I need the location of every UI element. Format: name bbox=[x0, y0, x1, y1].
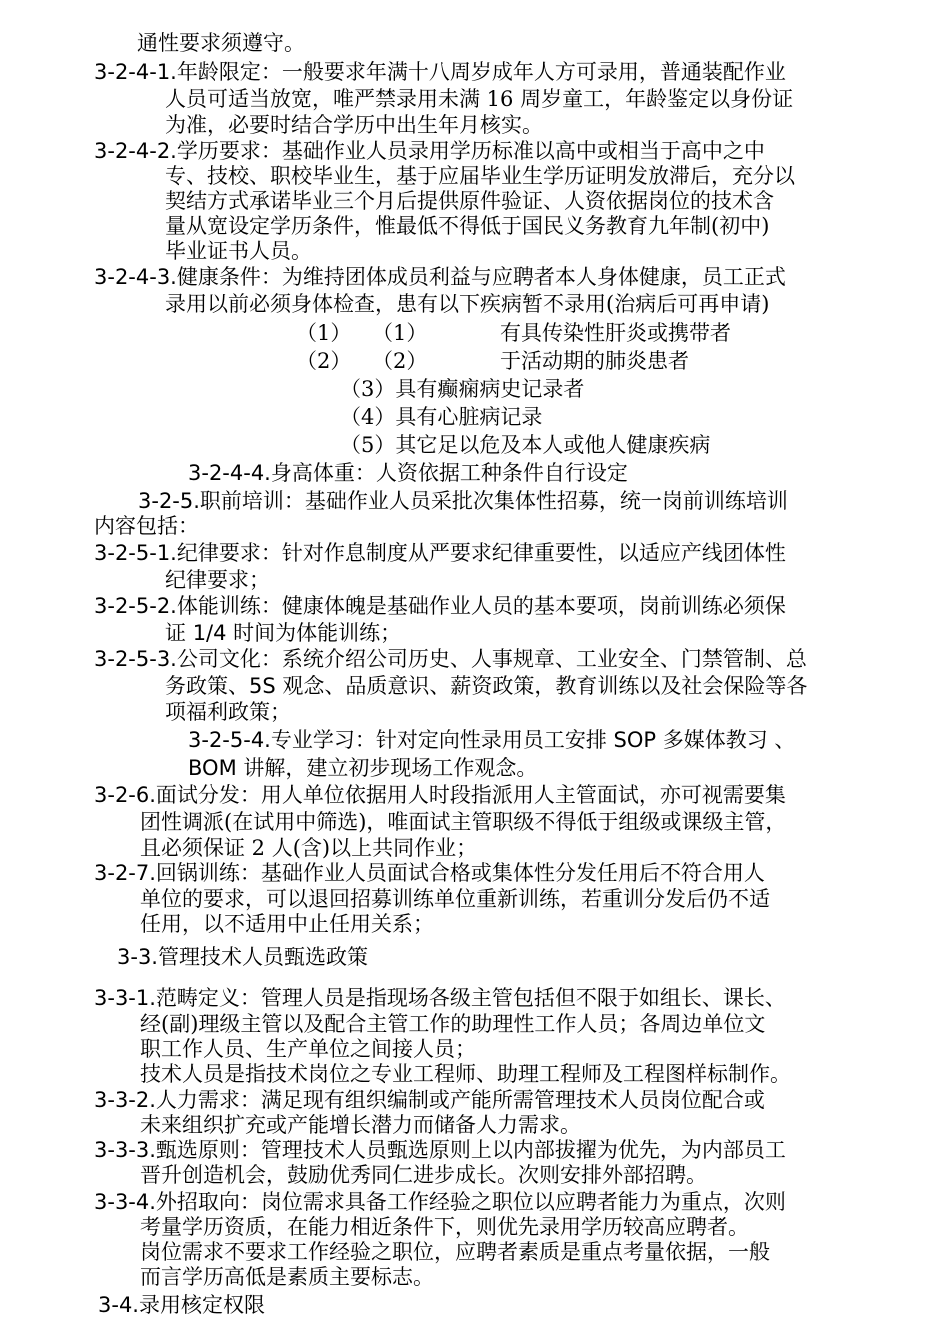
clause-text: 团性调派(在试用中筛选)，唯面试主管职级不得低于组级或课级主管， bbox=[140, 810, 787, 834]
clause-text: 范畴定义：管理人员是指现场各级主管包括但不限于如组长、课长、 bbox=[155, 986, 786, 1010]
clause-text: 录用以前必须身体检查，患有以下疾病暂不录用(治病后可再申请) bbox=[165, 292, 770, 316]
clause-text: 经(副)理级主管以及配合主管工作的助理性工作人员；各周边单位文 bbox=[140, 1012, 766, 1036]
clause-line bbox=[140, 1162, 707, 1189]
section-title: 管理技术人员甄选政策 bbox=[157, 945, 368, 969]
clause-text: 契结方式承诺毕业三个月后提供原件验证、人资依据岗位的技术含 bbox=[165, 189, 774, 213]
clause-number: 3-2-4-1. bbox=[94, 60, 177, 84]
clause-number: 3-2-6. bbox=[94, 783, 156, 807]
clause-text: 项福利政策； bbox=[165, 700, 291, 724]
list-item-text bbox=[500, 320, 731, 347]
paragraph-text: 通性要求须遵守。 bbox=[137, 31, 305, 55]
clause-number: 3-3-1. bbox=[94, 986, 156, 1010]
clause-text: 技术人员是指技术岗位之专业工程师、助理工程师及工程图样标制作。 bbox=[140, 1062, 791, 1086]
clause-text: 健康条件：为维持团体成员利益与应聘者本人身体健康，员工正式 bbox=[176, 265, 786, 289]
clause-scope bbox=[94, 985, 786, 1012]
clause-number: 3-2-5-3. bbox=[94, 647, 177, 671]
clause-line bbox=[140, 1112, 581, 1139]
clause-number: 3-2-5-1. bbox=[94, 541, 177, 565]
clause-line bbox=[188, 755, 537, 782]
clause-text: 甄选原则：管理技术人员甄选原则上以内部拔擢为优先，为内部员工 bbox=[155, 1138, 786, 1162]
list-text: 于活动期的肺炎患者 bbox=[500, 349, 689, 373]
paragraph-line bbox=[137, 30, 305, 57]
clause-text: 职前培训：基础作业人员采批次集体性招募，统一岗前训练培训 bbox=[199, 489, 788, 513]
clause-line bbox=[140, 835, 477, 862]
list-text: （3）具有癫痫病史记录者 bbox=[340, 377, 585, 401]
list-text: （5）其它足以危及本人或他人健康疾病 bbox=[340, 433, 711, 457]
list-item bbox=[340, 376, 584, 403]
clause-line bbox=[165, 238, 312, 265]
clause-retrain bbox=[94, 860, 765, 887]
clause-line bbox=[140, 886, 770, 913]
clause-number: 3-3-3. bbox=[94, 1138, 156, 1162]
clause-text: SOP bbox=[613, 728, 657, 752]
clause-line bbox=[165, 291, 769, 318]
clause-number: 3-2-7. bbox=[94, 861, 156, 885]
list-text: （4）具有心脏病记录 bbox=[340, 405, 543, 429]
clause-interview bbox=[94, 782, 786, 809]
list-item bbox=[340, 404, 542, 431]
clause-text: 为准，必要时结合学历中出生年月核实。 bbox=[165, 113, 543, 137]
clause-text: 任用，以不适用中止任用关系； bbox=[140, 912, 434, 936]
clause-text: 学历要求：基础作业人员录用学历标准以高中或相当于高中之中 bbox=[176, 139, 765, 163]
clause-number: 3-2-5. bbox=[138, 489, 200, 513]
clause-line bbox=[165, 112, 543, 139]
clause-health bbox=[94, 264, 786, 291]
clause-number: 3-2-5-4. bbox=[188, 728, 271, 752]
clause-line bbox=[165, 620, 401, 647]
clause-text: 体能训练：健康体魄是基础作业人员的基本要项，岗前训练必须保 bbox=[176, 594, 786, 618]
list-item bbox=[372, 348, 427, 375]
list-marker: （1） bbox=[296, 321, 352, 345]
clause-text: 晋升创造机会，鼓励优秀同仁进步成长。次则安排外部招聘。 bbox=[140, 1163, 707, 1187]
clause-text: 职工作人员、生产单位之间接人员； bbox=[140, 1037, 476, 1061]
clause-text: 时间为体能训练； bbox=[226, 621, 402, 645]
clause-line bbox=[140, 1239, 770, 1266]
clause-number: 3-2-5-2. bbox=[94, 594, 177, 618]
clause-age bbox=[94, 59, 786, 86]
clause-manpower bbox=[94, 1087, 765, 1114]
clause-line bbox=[140, 1036, 476, 1063]
clause-text: 内容包括： bbox=[94, 514, 199, 538]
clause-text: 外招取向：岗位需求具备工作经验之职位以应聘者能力为重点，次则 bbox=[155, 1190, 786, 1214]
clause-text: 单位的要求，可以退回招募训练单位重新训练，若重训分发后仍不适 bbox=[140, 887, 770, 911]
clause-text: 回锅训练：基础作业人员面试合格或集体性分发任用后不符合用人 bbox=[155, 861, 765, 885]
clause-text: 人员可适当放宽，唯严禁录用未满 16 周岁童工，年龄鉴定以身份证 bbox=[165, 87, 794, 111]
clause-principle bbox=[94, 1137, 786, 1164]
clause-line bbox=[165, 567, 270, 594]
clause-line bbox=[140, 1011, 765, 1038]
clause-text: 纪律要求：针对作息制度从严要求纪律重要性，以适应产线团体性 bbox=[176, 541, 786, 565]
clause-culture bbox=[94, 646, 807, 673]
clause-text: 考量学历资质，在能力相近条件下，则优先录用学历较高应聘者。 bbox=[140, 1215, 749, 1239]
list-item-text bbox=[500, 348, 689, 375]
list-marker: （1） bbox=[372, 321, 428, 345]
clause-text: 面试分发：用人单位依据用人时段指派用人主管面试，亦可视需要集 bbox=[155, 783, 786, 807]
clause-text: 观念、品质意识、薪资政策，教育训练以及社会保险等各 bbox=[275, 674, 808, 698]
section-heading bbox=[98, 1292, 265, 1319]
clause-line bbox=[140, 1264, 434, 1291]
section-title: 录用核定权限 bbox=[138, 1293, 265, 1317]
clause-line bbox=[140, 809, 786, 836]
clause-number: 3-3-4. bbox=[94, 1190, 156, 1214]
clause-professional bbox=[188, 727, 795, 754]
clause-text: 人力需求：满足现有组织编制或产能所需管理技术人员岗位配合或 bbox=[155, 1088, 765, 1112]
section-number: 3-4. bbox=[98, 1293, 139, 1317]
clause-number: 3-2-4-3. bbox=[94, 265, 177, 289]
list-item bbox=[372, 320, 427, 347]
clause-text: 公司文化：系统介绍公司历史、人事规章、工业安全、门禁管制、总 bbox=[176, 647, 807, 671]
list-item bbox=[296, 320, 351, 347]
clause-line bbox=[165, 673, 807, 700]
clause-text: 专、技校、职校毕业生，基于应届毕业生学历证明发放滞后，充分以 bbox=[165, 164, 795, 188]
clause-text: 多媒体教习 、 bbox=[656, 728, 796, 752]
clause-line bbox=[140, 911, 434, 938]
clause-text: BOM bbox=[188, 756, 237, 780]
clause-text: 量从宽设定学历条件，惟最低不得低于国民义务教育九年制(初中) bbox=[165, 214, 770, 238]
list-item bbox=[296, 348, 351, 375]
clause-number: 3-2-4-2. bbox=[94, 139, 177, 163]
clause-text: 1/4 bbox=[192, 621, 227, 645]
clause-number: 3-2-4-4. bbox=[188, 461, 271, 485]
clause-text: 岗位需求不要求工作经验之职位，应聘者素质是重点考量依据，一般 bbox=[140, 1240, 770, 1264]
clause-discipline bbox=[94, 540, 786, 567]
clause-line bbox=[165, 163, 795, 190]
clause-height bbox=[188, 460, 628, 487]
clause-pretraining bbox=[138, 488, 788, 515]
clause-external bbox=[94, 1189, 786, 1216]
list-text: 有具传染性肝炎或携带者 bbox=[500, 321, 731, 345]
list-marker: （2） bbox=[296, 349, 352, 373]
clause-fitness bbox=[94, 593, 786, 620]
section-heading bbox=[117, 944, 368, 971]
clause-text: 讲解，建立初步现场工作观念。 bbox=[236, 756, 538, 780]
clause-text: 而言学历高低是素质主要标志。 bbox=[140, 1265, 434, 1289]
list-item bbox=[340, 432, 710, 459]
clause-text: 年龄限定：一般要求年满十八周岁成年人方可录用，普通装配作业 bbox=[176, 60, 786, 84]
clause-line bbox=[165, 86, 793, 113]
clause-line bbox=[165, 213, 769, 240]
clause-number: 3-3-2. bbox=[94, 1088, 156, 1112]
clause-text: 务政策、 bbox=[165, 674, 249, 698]
list-marker: （2） bbox=[372, 349, 428, 373]
clause-text: 5S bbox=[249, 674, 276, 698]
clause-text: 且必须保证 2 人(含)以上共同作业； bbox=[140, 836, 478, 860]
clause-text: 证 bbox=[165, 621, 193, 645]
clause-line bbox=[140, 1214, 749, 1241]
clause-line bbox=[140, 1061, 791, 1088]
clause-text: 未来组织扩充或产能增长潜力而储备人力需求。 bbox=[140, 1113, 581, 1137]
clause-text: 专业学习：针对定向性录用员工安排 bbox=[270, 728, 614, 752]
clause-text: 身高体重：人资依据工种条件自行设定 bbox=[270, 461, 628, 485]
section-number: 3-3. bbox=[117, 945, 158, 969]
clause-text: 纪律要求； bbox=[165, 568, 270, 592]
clause-line bbox=[165, 699, 291, 726]
clause-text: 毕业证书人员。 bbox=[165, 239, 312, 263]
clause-education bbox=[94, 138, 765, 165]
clause-line bbox=[165, 188, 774, 215]
clause-line bbox=[94, 513, 199, 540]
